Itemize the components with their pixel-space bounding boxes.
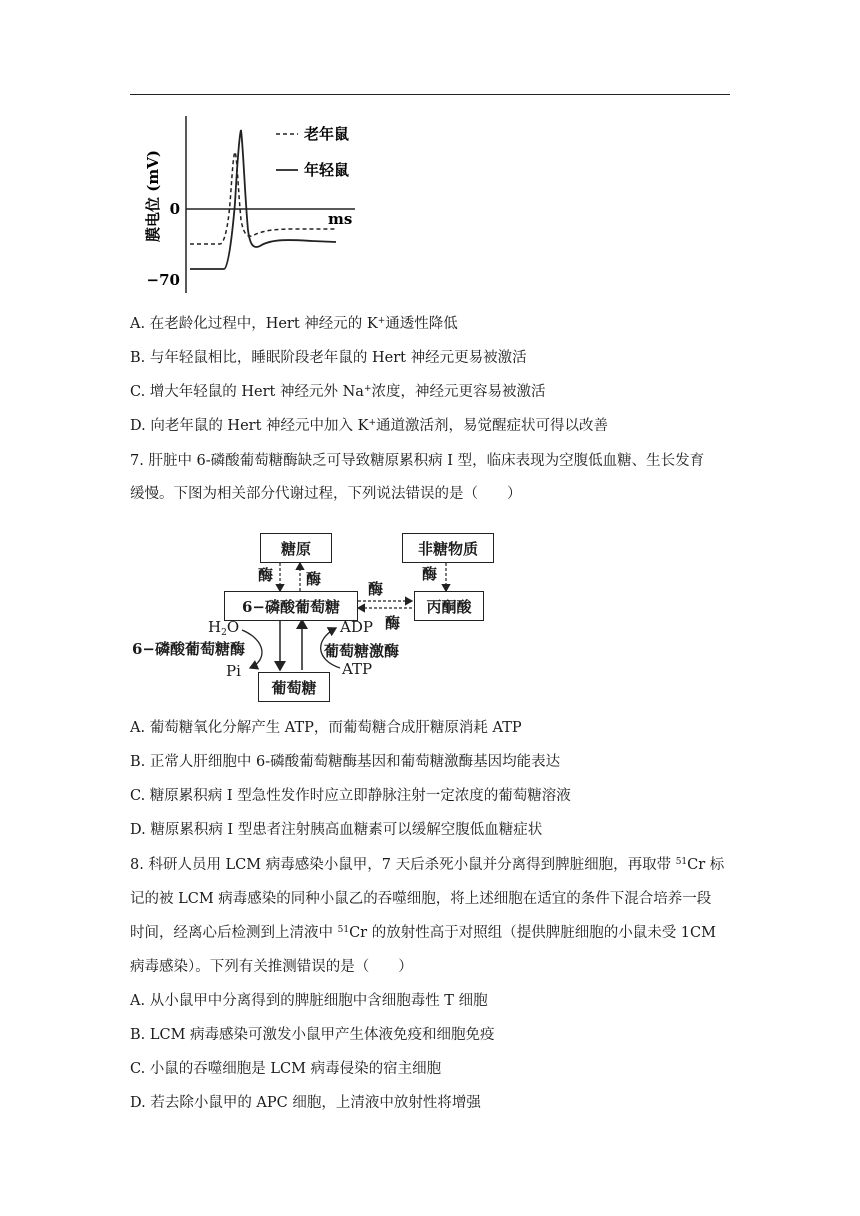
glycogen-box: 糖原 <box>260 533 332 563</box>
q7-stem-line1: 7. 肝脏中 6-磷酸葡萄糖酶缺乏可导致糖原累积病 I 型，临床表现为空腹低血糖、生长发育 <box>130 453 705 469</box>
enzyme-label-2: 酶 <box>306 570 322 588</box>
q6-option-b: B. 与年轻鼠相比，睡眠阶段老年鼠的 Hert 神经元更易被激活 <box>130 350 527 366</box>
q6-option-c: C. 增大年轻鼠的 Hert 神经元外 Na+浓度，神经元更容易被激活 <box>130 384 546 400</box>
y-axis-label: 膜电位 (mV) <box>144 150 162 242</box>
q8-stem-line1: 8. 科研人员用 LCM 病毒感染小鼠甲，7 天后杀死小鼠并分离得到脾脏细胞，再取带 $^{51}$Cr 标 <box>130 857 725 873</box>
enzyme-label-5: 酶 <box>385 614 401 632</box>
glucose-box: 葡萄糖 <box>258 672 330 702</box>
g6p-box: 6−磷酸葡萄糖 <box>224 591 358 621</box>
legend-young-mouse: 年轻鼠 <box>304 161 350 179</box>
enzyme-label-1: 酶 <box>258 566 274 584</box>
q8-option-a: A. 从小鼠甲中分离得到的脾脏细胞中含细胞毒性 T 细胞 <box>130 993 488 1009</box>
header-rule <box>130 94 730 95</box>
enzyme-label-4: 酶 <box>368 580 384 598</box>
q7-option-b: B. 正常人肝细胞中 6-磷酸葡萄糖酶基因和葡萄糖激酶基因均能表达 <box>130 754 561 770</box>
adp-label: ADP <box>340 618 373 636</box>
y-tick-neg70: −70 <box>146 271 180 289</box>
q8-stem-line3: 时间，经离心后检测到上清液中 $^{51}$Cr 的放射性高于对照组（提供脾脏细胞的小鼠未受 1CM <box>130 925 716 941</box>
q7-option-a: A. 葡萄糖氧化分解产生 ATP，而葡萄糖合成肝糖原消耗 ATP <box>130 720 522 736</box>
membrane-potential-figure <box>144 108 410 298</box>
q7-option-c: C. 糖原累积病 I 型急性发作时应立即静脉注射一定浓度的葡萄糖溶液 <box>130 788 571 804</box>
enzyme-label-3: 酶 <box>422 565 438 583</box>
q8-stem-line2: 记的被 LCM 病毒感染的同种小鼠乙的吞噬细胞，将上述细胞在适宜的条件下混合培养一段 <box>130 891 712 907</box>
glucokinase-label: 葡萄糖激酶 <box>324 642 400 660</box>
q7-option-d: D. 糖原累积病 I 型患者注射胰高血糖素可以缓解空腹低血糖症状 <box>130 822 543 838</box>
q8-option-d: D. 若去除小鼠甲的 APC 细胞，上清液中放射性将增强 <box>130 1095 481 1111</box>
atp-label: ATP <box>342 660 373 678</box>
young-mouse-curve <box>190 130 336 269</box>
q7-stem-line2: 缓慢。下图为相关部分代谢过程，下列说法错误的是（ ） <box>130 486 522 502</box>
q6-option-d: D. 向老年鼠的 Hert 神经元中加入 K+通道激活剂，易觉醒症状可得以改善 <box>130 418 609 434</box>
legend-old-mouse: 老年鼠 <box>304 125 350 143</box>
g6pase-label: 6−磷酸葡萄糖酶 <box>132 640 246 658</box>
q8-option-b: B. LCM 病毒感染可激发小鼠甲产生体液免疫和细胞免疫 <box>130 1027 495 1043</box>
q8-option-c: C. 小鼠的吞噬细胞是 LCM 病毒侵染的宿主细胞 <box>130 1061 442 1077</box>
x-axis-label: ms <box>328 210 353 228</box>
pyruvate-box: 丙酮酸 <box>414 591 484 621</box>
q8-stem-line4: 病毒感染）。下列有关推测错误的是（ ） <box>130 959 413 975</box>
non-sugar-box: 非糖物质 <box>402 533 494 563</box>
q6-option-a: A. 在老龄化过程中，Hert 神经元的 K+通透性降低 <box>130 316 458 332</box>
pi-label: Pi <box>226 662 241 680</box>
y-tick-0: 0 <box>169 200 180 218</box>
metabolism-diagram <box>130 528 510 704</box>
h2o-label: $H_2O$ <box>208 618 240 638</box>
